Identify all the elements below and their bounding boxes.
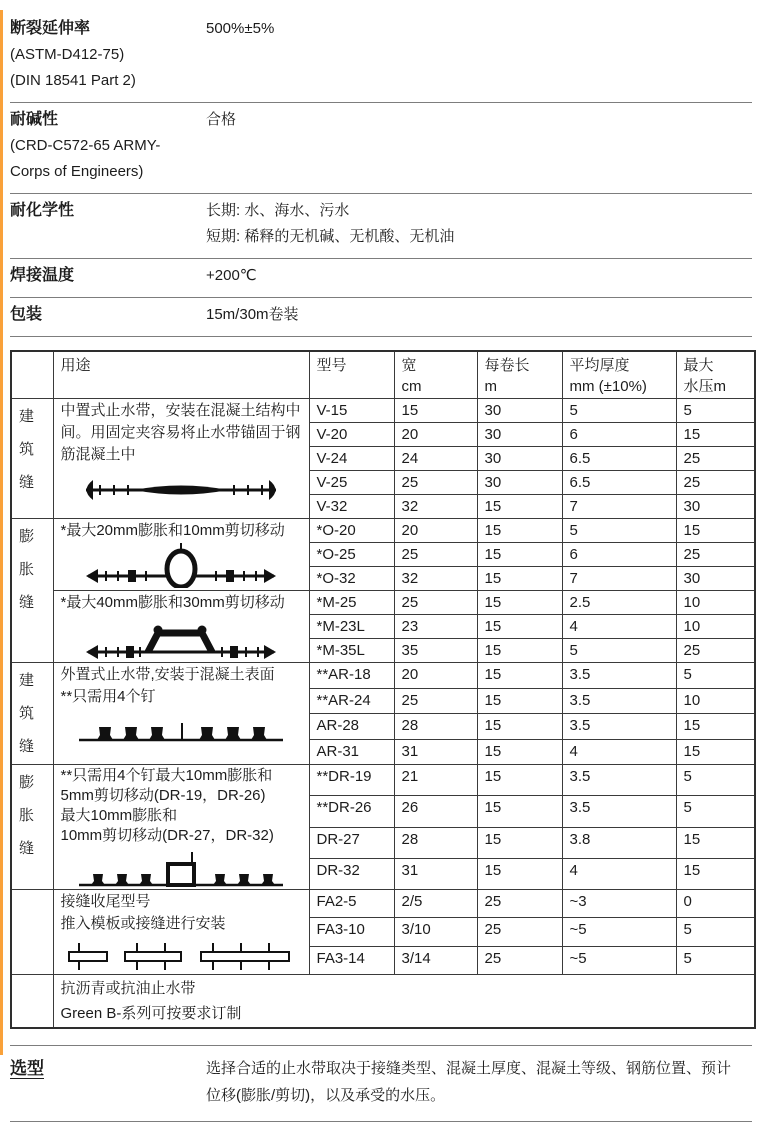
cell-length: 15 [477,495,562,519]
header-roll-length: 每卷长 m [477,351,562,399]
cell-model: *O-20 [309,519,394,543]
cell-length: 15 [477,639,562,663]
o-waterstop-diagram [61,542,302,588]
cell-thickness: 2.5 [562,591,676,615]
selection-label: 选型 [10,1059,44,1078]
usage-cell: **只需用4个钉最大10mm膨胀和 5mm剪切移动(DR-19，DR-26) 最大10mm膨胀和 10mm剪切移动(DR-27，DR-32) [53,765,309,890]
spec-label: 焊接温度 [10,267,75,284]
spec-label: 耐碱性 [10,111,59,128]
dr-waterstop-diagram [61,850,302,888]
cell-length: 15 [477,827,562,858]
ar-waterstop-diagram [61,715,302,743]
cell-pressure: 10 [676,688,755,714]
cell-thickness: 6 [562,543,676,567]
cell-model: DR-27 [309,827,394,858]
cell-length: 15 [477,796,562,827]
cell-length: 25 [477,890,562,918]
joint-type-label: 建 筑 缝 [11,663,53,765]
cell-width: 20 [394,423,477,447]
cell-model: FA3-14 [309,946,394,974]
cell-width: 3/10 [394,918,477,946]
cell-pressure: 25 [676,543,755,567]
cell-length: 30 [477,399,562,423]
cell-thickness: 7 [562,495,676,519]
spec-label: 包装 [10,306,43,323]
cell-pressure: 15 [676,519,755,543]
header-width: 宽 cm [394,351,477,399]
header-model: 型号 [309,351,394,399]
table-footer-note: 抗沥青或抗油止水带 Green B-系列可按要求订制 [53,975,755,1029]
spec-standard: (CRD-C572-65 ARMY- [10,137,161,154]
spec-value: +200℃ [206,267,257,284]
spec-label: 耐化学性 [10,202,75,219]
cell-pressure: 5 [676,765,755,796]
cell-thickness: 3.5 [562,765,676,796]
cell-model: AR-31 [309,739,394,765]
cell-model: **AR-24 [309,688,394,714]
selection-section [10,1045,752,1122]
cell-pressure: 15 [676,858,755,889]
cell-width: 23 [394,615,477,639]
cell-pressure: 15 [676,714,755,740]
spec-value: 合格 [206,111,237,128]
cell-model: V-32 [309,495,394,519]
header-avg-thickness: 平均厚度 mm (±10%) [562,351,676,399]
spec-row-packaging [10,298,752,337]
cell-model: DR-32 [309,858,394,889]
cell-thickness: ~3 [562,890,676,918]
spec-standard: Corps of Engineers) [10,163,144,180]
cell-thickness: ~5 [562,918,676,946]
usage-cell: 中置式止水带，安装在混凝土结构中 间。用固定夹容易将止水带锚固于钢 筋混凝土中 [53,399,309,519]
header-joint-type [11,351,53,399]
cell-pressure: 5 [676,946,755,974]
cell-length: 15 [477,519,562,543]
cell-length: 15 [477,567,562,591]
cell-pressure: 25 [676,471,755,495]
cell-pressure: 15 [676,423,755,447]
cell-length: 15 [477,765,562,796]
cell-length: 15 [477,663,562,689]
cell-model: V-24 [309,447,394,471]
table-header-row [11,351,755,399]
cell-thickness: 6.5 [562,447,676,471]
table-row [11,890,755,918]
cell-length: 25 [477,946,562,974]
spec-row-chemical-resistance [10,194,752,259]
cell-pressure: 5 [676,663,755,689]
spec-label: 断裂延伸率 [10,20,91,37]
cell-width: 28 [394,714,477,740]
spec-standard: (ASTM-D412-75) [10,46,125,63]
cell-thickness: 4 [562,739,676,765]
spec-row-alkali-resistance [10,103,752,194]
cell-width: 31 [394,739,477,765]
cell-pressure: 5 [676,796,755,827]
cell-thickness: 3.8 [562,827,676,858]
m-waterstop-diagram [61,618,302,660]
footer-empty-cell [11,975,53,1029]
cell-length: 15 [477,739,562,765]
cell-width: 35 [394,639,477,663]
joint-type-label [11,890,53,975]
cell-thickness: 3.5 [562,663,676,689]
cell-pressure: 30 [676,567,755,591]
cell-pressure: 0 [676,890,755,918]
cell-width: 25 [394,543,477,567]
cell-thickness: 6 [562,423,676,447]
header-max-pressure: 最大 水压m [676,351,755,399]
cell-width: 25 [394,688,477,714]
cell-pressure: 30 [676,495,755,519]
usage-cell: *最大20mm膨胀和10mm剪切移动 [53,519,309,591]
spec-row-welding-temperature [10,259,752,298]
cell-thickness: 5 [562,399,676,423]
table-row [11,399,755,423]
selection-text: 选择合适的止水带取决于接缝类型、混凝土厚度、混凝土等级、钢筋位置、预计 位移(膨胀/剪切)，以及承受的水压。 [206,1060,732,1104]
cell-pressure: 15 [676,827,755,858]
spec-value: 500%±5% [206,20,275,37]
cell-model: **AR-18 [309,663,394,689]
fa-waterstop-diagram [61,939,302,973]
cell-width: 21 [394,765,477,796]
cell-thickness: 3.5 [562,714,676,740]
cell-pressure: 10 [676,615,755,639]
cell-pressure: 25 [676,639,755,663]
cell-model: V-20 [309,423,394,447]
cell-length: 15 [477,615,562,639]
table-row [11,519,755,543]
cell-model: *M-35L [309,639,394,663]
spec-value: 长期: 水、海水、污水 [206,202,350,219]
cell-pressure: 5 [676,918,755,946]
cell-model: V-25 [309,471,394,495]
cell-model: AR-28 [309,714,394,740]
cell-pressure: 25 [676,447,755,471]
usage-cell: 外置式止水带,安装于混凝土表面 **只需用4个钉 [53,663,309,765]
cell-pressure: 10 [676,591,755,615]
cell-thickness: 5 [562,519,676,543]
spec-standard: (DIN 18541 Part 2) [10,72,136,89]
cell-model: FA3-10 [309,918,394,946]
usage-cell: 接缝收尾型号 推入模板或接缝进行安装 [53,890,309,975]
cell-model: **DR-26 [309,796,394,827]
cell-length: 30 [477,447,562,471]
cell-width: 2/5 [394,890,477,918]
spec-value: 短期: 稀释的无机碱、无机酸、无机油 [206,228,455,245]
cell-length: 15 [477,858,562,889]
cell-width: 25 [394,471,477,495]
v-waterstop-diagram [61,475,302,505]
header-usage: 用途 [53,351,309,399]
spec-value: 15m/30m卷装 [206,306,299,323]
cell-length: 30 [477,471,562,495]
table-row [11,765,755,796]
cell-width: 28 [394,827,477,858]
joint-type-label: 膨 胀 缝 [11,765,53,890]
spec-row-elongation [10,12,752,103]
cell-model: *M-25 [309,591,394,615]
accent-bar [0,10,3,1055]
cell-thickness: 7 [562,567,676,591]
cell-pressure: 15 [676,739,755,765]
cell-width: 20 [394,663,477,689]
cell-model: V-15 [309,399,394,423]
cell-width: 32 [394,495,477,519]
cell-length: 15 [477,591,562,615]
table-row [11,663,755,689]
cell-width: 32 [394,567,477,591]
cell-thickness: 6.5 [562,471,676,495]
cell-length: 15 [477,688,562,714]
cell-model: **DR-19 [309,765,394,796]
cell-width: 20 [394,519,477,543]
table-footer-row [11,975,755,1029]
cell-thickness: 3.5 [562,688,676,714]
cell-model: FA2-5 [309,890,394,918]
cell-width: 26 [394,796,477,827]
cell-width: 25 [394,591,477,615]
cell-width: 3/14 [394,946,477,974]
cell-thickness: 4 [562,615,676,639]
cell-width: 31 [394,858,477,889]
joint-type-label: 建 筑 缝 [11,399,53,519]
cell-model: *O-32 [309,567,394,591]
cell-thickness: 4 [562,858,676,889]
cell-length: 30 [477,423,562,447]
cell-length: 15 [477,714,562,740]
joint-type-label: 膨 胀 缝 [11,519,53,663]
usage-cell: *最大40mm膨胀和30mm剪切移动 [53,591,309,663]
table-row [11,591,755,615]
cell-width: 15 [394,399,477,423]
cell-width: 24 [394,447,477,471]
cell-model: *O-25 [309,543,394,567]
product-table [10,350,756,1029]
cell-model: *M-23L [309,615,394,639]
cell-pressure: 5 [676,399,755,423]
cell-thickness: 3.5 [562,796,676,827]
cell-length: 25 [477,918,562,946]
cell-thickness: 5 [562,639,676,663]
cell-length: 15 [477,543,562,567]
cell-thickness: ~5 [562,946,676,974]
